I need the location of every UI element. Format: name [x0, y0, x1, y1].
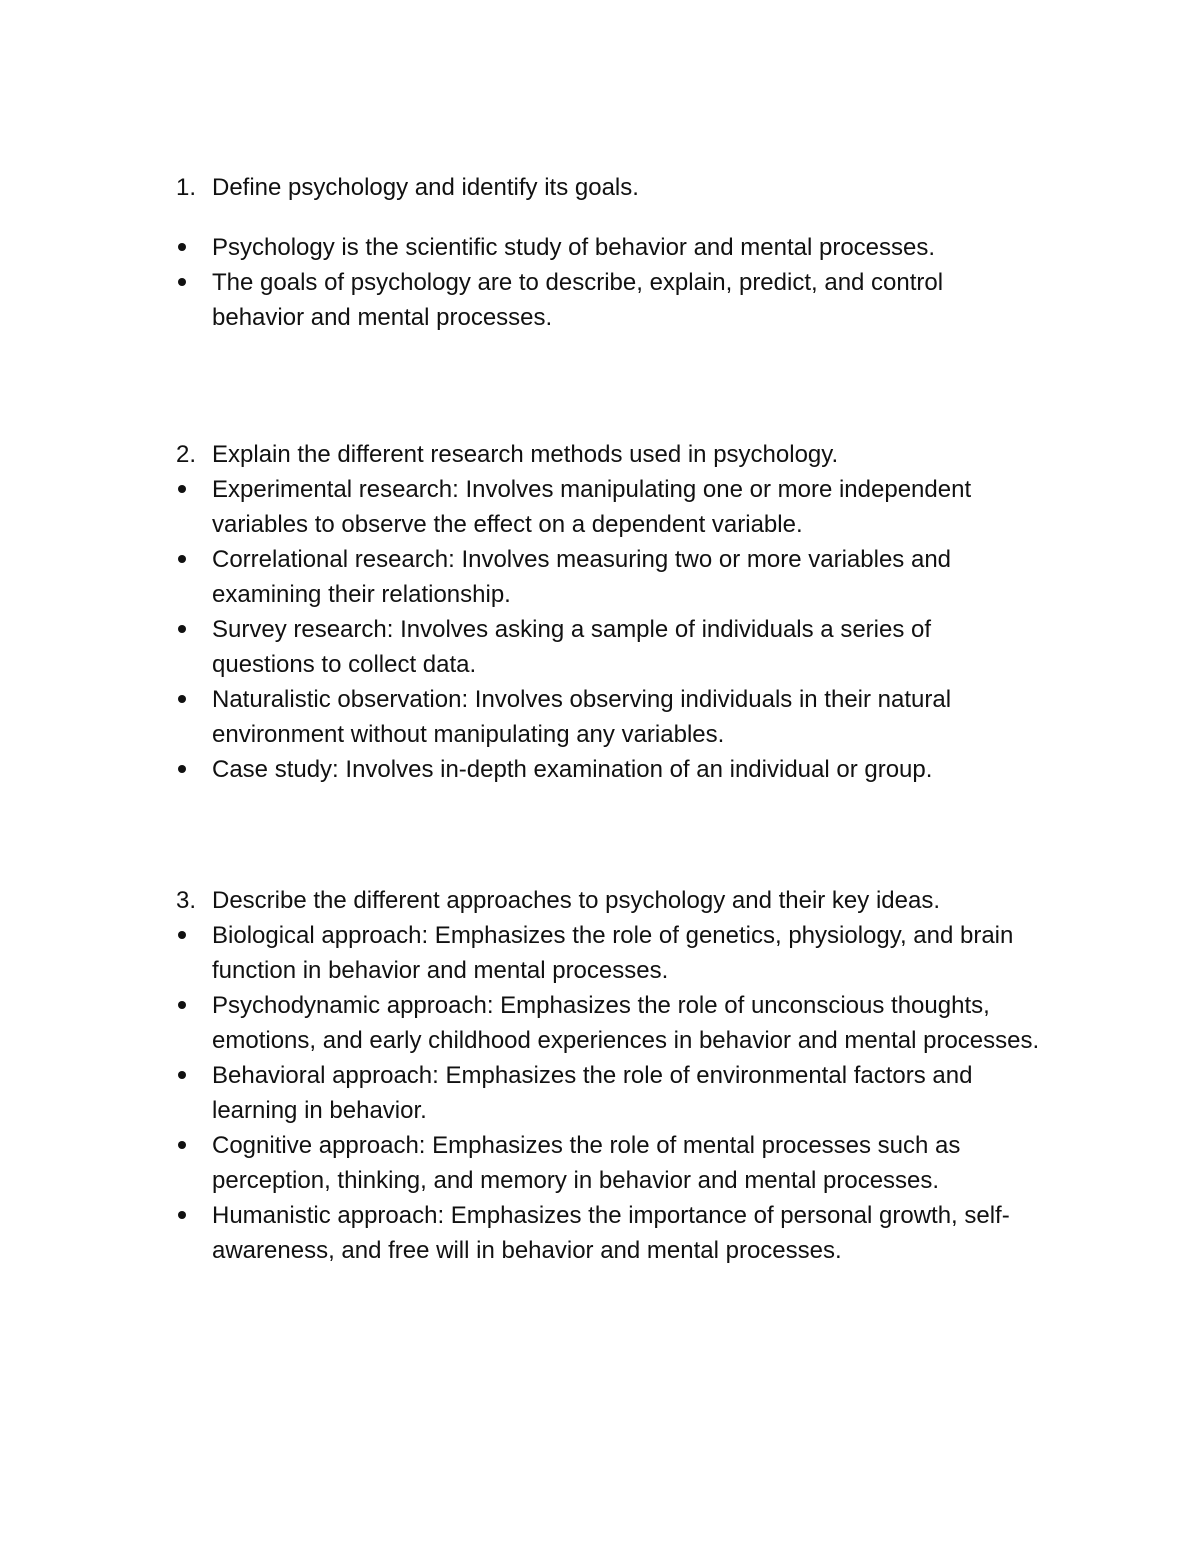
question-number: 3. [176, 887, 197, 914]
bullet-icon [178, 931, 186, 939]
list-item-text: Survey research: Involves asking a sample of individuals a series of questions to collect data. [212, 616, 932, 678]
list-item [170, 1198, 1062, 1268]
list-item [170, 230, 1032, 265]
list-item [170, 472, 1032, 542]
list-item-text: The goals of psychology are to describe, explain, predict, and control behavior and mental processes. [212, 269, 944, 331]
bullet-icon [178, 695, 186, 703]
bullet-icon [178, 765, 186, 773]
question-3 [170, 883, 1070, 918]
list-item-text: Behavioral approach: Emphasizes the role of environmental factors and learning in behavior. [212, 1062, 973, 1124]
list-item [170, 918, 1092, 988]
list-item-text: Correlational research: Involves measuring two or more variables and examining their relationship. [212, 546, 952, 608]
list-item [170, 752, 1032, 787]
bullet-icon [178, 1211, 186, 1219]
list-item-text: Experimental research: Involves manipulating one or more independent variables to observe the effect on a dependent variable. [212, 476, 972, 538]
list-item [170, 265, 992, 335]
list-item-text: Cognitive approach: Emphasizes the role of mental processes such as perception, thinking, and memory in behavior and mental processes. [212, 1132, 961, 1194]
bullet-icon [178, 485, 186, 493]
bullet-icon [178, 1141, 186, 1149]
section-3 [170, 883, 1070, 1268]
list-item [170, 612, 1012, 682]
section-1 [170, 170, 1070, 335]
list-item-text: Biological approach: Emphasizes the role of genetics, physiology, and brain function in behavior and mental processes. [212, 922, 1014, 984]
list-item [170, 542, 1012, 612]
list-item-text: Naturalistic observation: Involves observing individuals in their natural environment without manipulating any variables. [212, 686, 952, 748]
list-item [170, 1058, 1062, 1128]
question-number: 1. [176, 174, 197, 201]
list-item [170, 1128, 1032, 1198]
bullet-icon [178, 625, 186, 633]
list-item [170, 988, 1072, 1058]
list-item-text: Case study: Involves in-depth examination of an individual or group. [212, 756, 933, 783]
list-item [170, 682, 1032, 752]
list-item-text: Psychology is the scientific study of behavior and mental processes. [212, 234, 936, 261]
bullet-icon [178, 278, 186, 286]
question-number: 2. [176, 441, 197, 468]
bullet-icon [178, 1001, 186, 1009]
question-text: Define psychology and identify its goals. [212, 174, 639, 201]
question-text: Explain the different research methods used in psychology. [212, 441, 839, 468]
question-2 [170, 437, 1070, 472]
bullet-icon [178, 243, 186, 251]
question-text: Describe the different approaches to psychology and their key ideas. [212, 887, 940, 914]
bullet-icon [178, 555, 186, 563]
list-item-text: Humanistic approach: Emphasizes the importance of personal growth, self-awareness, and free will in behavior and mental processes. [212, 1202, 1010, 1264]
question-1 [170, 170, 1070, 205]
list-item-text: Psychodynamic approach: Emphasizes the role of unconscious thoughts, emotions, and early childhood experiences in behavior and mental processes. [212, 992, 1040, 1054]
bullet-icon [178, 1071, 186, 1079]
section-2 [170, 437, 1070, 787]
